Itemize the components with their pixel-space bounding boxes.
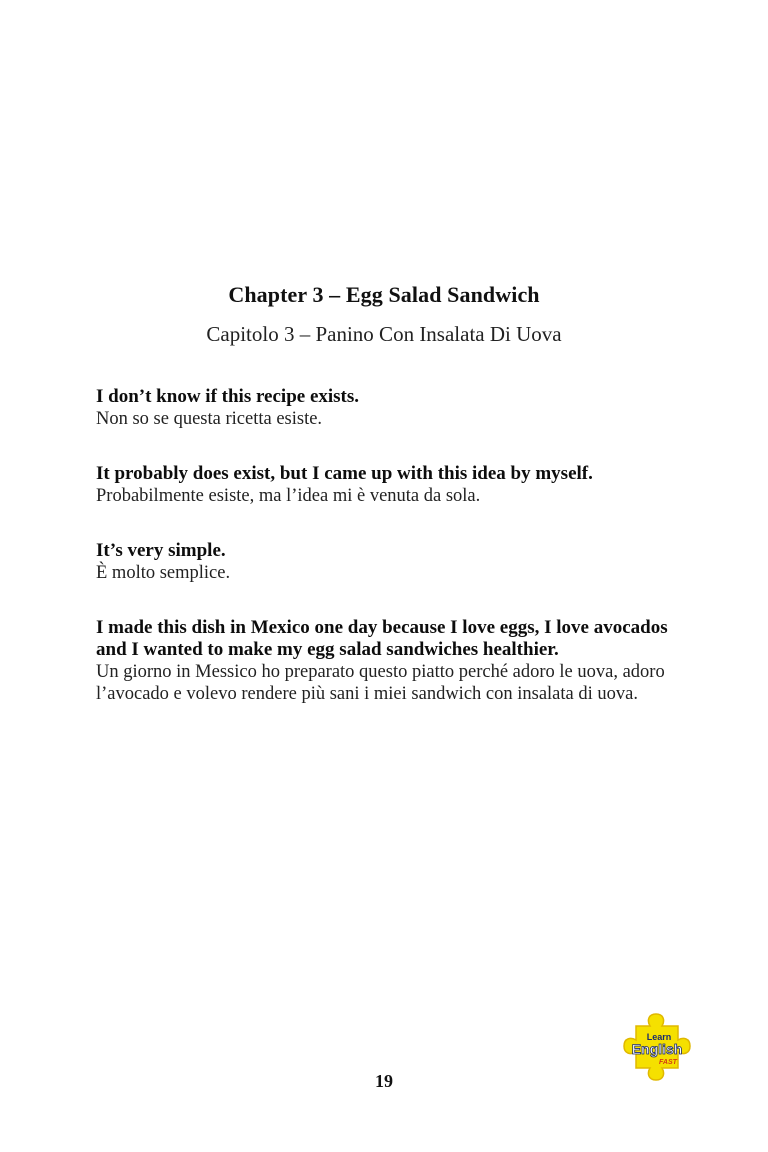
italian-translation: Probabilmente esiste, ma l’idea mi è venuta da sola. xyxy=(96,486,481,506)
paragraph-pair xyxy=(96,540,686,584)
italian-translation: Non so se questa ricetta esiste. xyxy=(96,409,323,429)
logo-line3: FAST xyxy=(659,1059,677,1066)
english-sentence: I don’t know if this recipe exists. xyxy=(96,386,360,407)
paragraph-pair xyxy=(96,617,686,705)
page-number: 19 xyxy=(375,1071,393,1091)
italian-translation: È molto semplice. xyxy=(96,563,231,583)
paragraph-list xyxy=(96,386,686,738)
chapter-title: Chapter 3 – Egg Salad Sandwich xyxy=(228,282,540,307)
paragraph-pair xyxy=(96,463,686,507)
puzzle-piece-icon xyxy=(622,1010,704,1090)
english-sentence: It’s very simple. xyxy=(96,540,226,561)
learn-english-fast-logo xyxy=(622,1010,704,1090)
logo-line2: English xyxy=(631,1041,683,1057)
english-sentence: I made this dish in Mexico one day because I love eggs, I love avocados and I wanted to make my egg salad sandwiches healthier. xyxy=(96,617,668,660)
logo-line1: Learn xyxy=(646,1032,672,1042)
chapter-subtitle: Capitolo 3 – Panino Con Insalata Di Uova xyxy=(206,322,562,346)
paragraph-pair xyxy=(96,386,686,430)
english-sentence: It probably does exist, but I came up with this idea by myself. xyxy=(96,463,593,484)
italian-translation: Un giorno in Messico ho preparato questo piatto perché adoro le uova, adoro l’avocado e volevo rendere più sani i miei sandwich con insalata di uova. xyxy=(96,662,665,704)
